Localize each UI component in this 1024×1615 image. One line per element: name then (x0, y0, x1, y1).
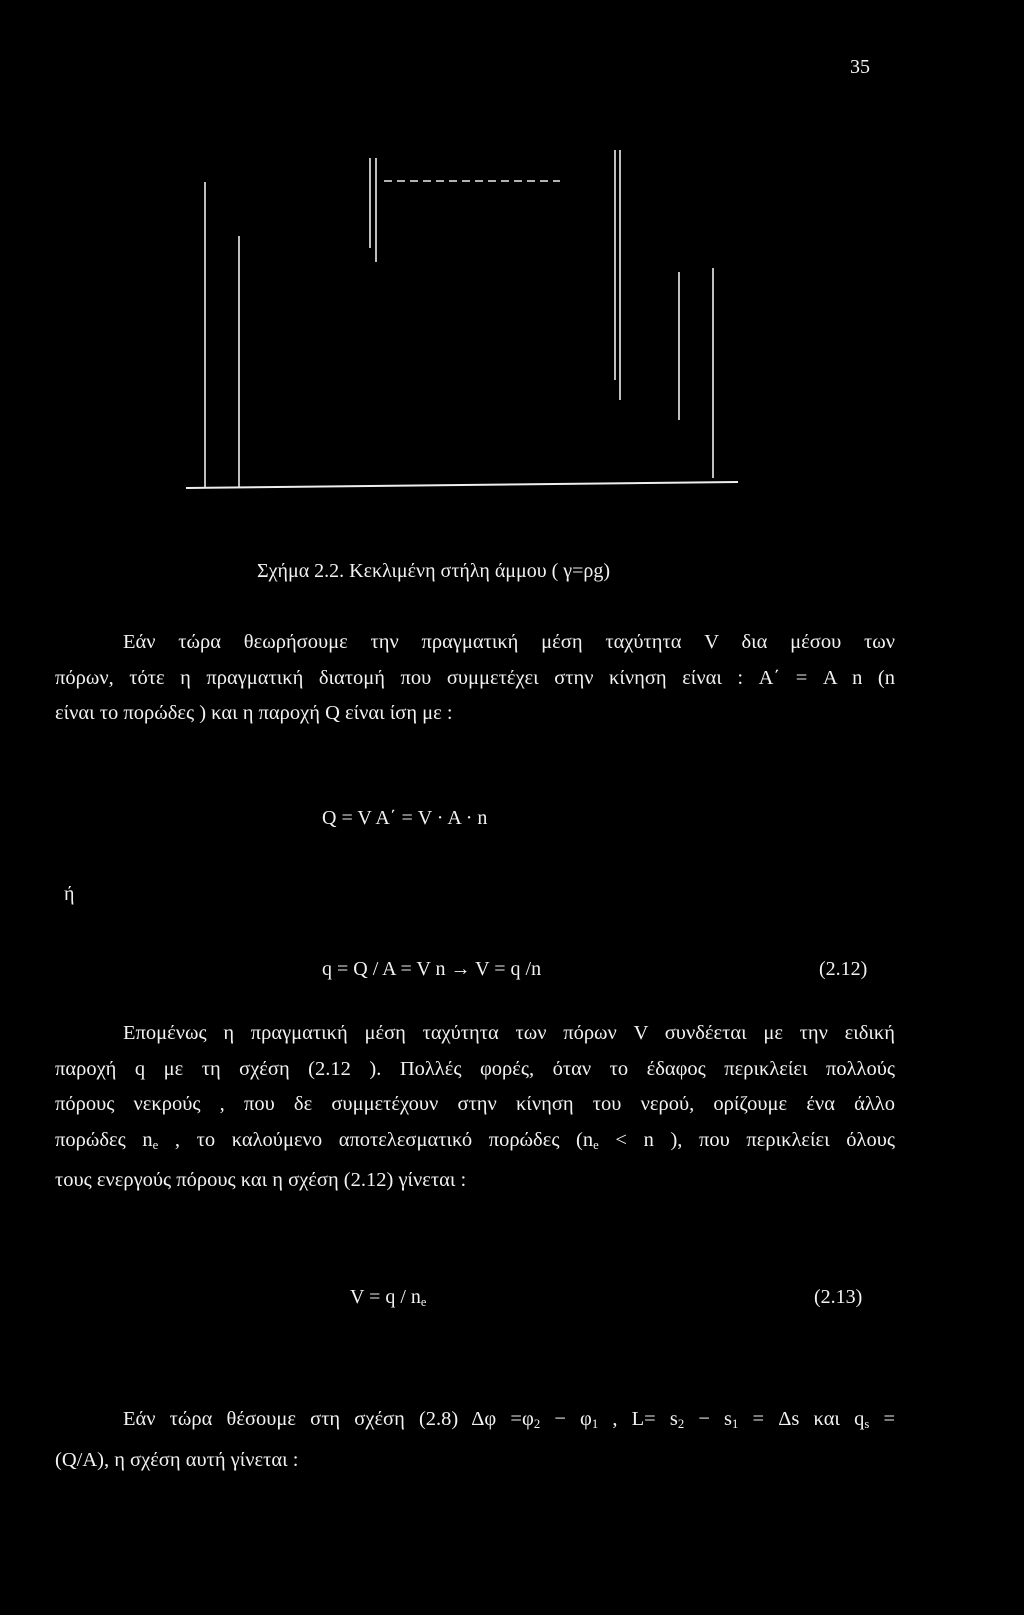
equation-2-13: $V = q / n_e$ (350, 1286, 427, 1310)
paragraph-2-line-2: παροχή q με τη σχέση (2.12 ). Πολλές φορές, όταν το έδαφος περικλείει πολλούς (55, 1057, 895, 1080)
paragraph-2-line-4: πορώδες $n_e$ , το καλούμενο αποτελεσματικό πορώδες ($n_e < n$ ), που περικλείει όλους (55, 1128, 895, 1152)
paragraph-1-line-2: πόρων, τότε η πραγματική διατομή που συμμετέχει στην κίνηση είναι : A΄ = A n (n (55, 666, 895, 689)
paragraph-3 (55, 1402, 895, 1478)
paragraph-3-line-2: (Q/A), η σχέση αυτή γίνεται : (55, 1448, 299, 1471)
paragraph-2-line-3: πόρους νεκρούς , που δε συμμετέχουν στην κίνηση του νερού, ορίζουμε ένα άλλο (55, 1093, 895, 1115)
paragraph-2 (55, 1016, 895, 1199)
figure-caption: Σχήμα 2.2. Κεκλιμένη στήλη άμμου ( γ=ρg) (257, 560, 611, 582)
base-line (186, 482, 738, 488)
inclined-sand-column-figure (0, 0, 1024, 520)
equation-2-12-number: (2.12) (819, 958, 868, 980)
equation-2-13-number: (2.13) (814, 1286, 863, 1308)
paragraph-2-line-5: τους ενεργούς πόρους και η σχέση (2.12) γίνεται : (55, 1169, 467, 1192)
or-label: ή (64, 883, 75, 905)
paragraph-1-line-3: είναι το πορώδες ) και η παροχή Q είναι ίση με : (55, 702, 453, 724)
page-number: 35 (850, 56, 870, 78)
paragraph-3-line-1: Εάν τώρα θέσουμε στη σχέση (2.8) $\Delta\varphi =\varphi_2 - \varphi_1$ , $L= s_2 - s_1 = \Delta s$ και $q_s$ = (123, 1408, 896, 1432)
equation-2-12: q = Q / A = V n → V = q /n (322, 958, 542, 980)
equation-discharge: Q = V A΄ = V · A · n (322, 807, 488, 829)
paragraph-1 (55, 625, 895, 732)
paragraph-1-line-1: Εάν τώρα θεωρήσουμε την πραγματική μέση ταχύτητα V δια μέσου των (123, 631, 895, 653)
paragraph-2-line-1: Επομένως η πραγματική μέση ταχύτητα των πόρων V συνδέεται με την ειδική (123, 1022, 895, 1044)
